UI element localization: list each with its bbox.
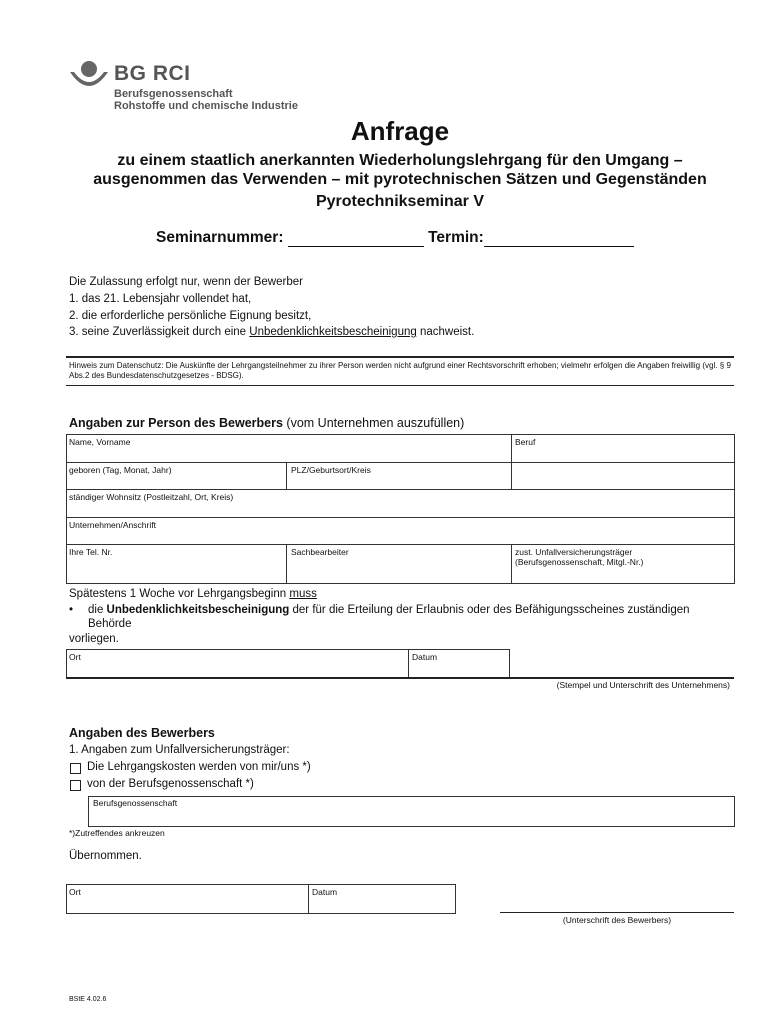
applicant-signature-caption: (Unterschrift des Bewerbers): [562, 915, 672, 925]
deadline-bullet-marker: •: [69, 604, 74, 616]
deadline-line: [69, 588, 317, 600]
page-title: Anfrage: [350, 116, 450, 146]
company-datum-field[interactable]: Datum: [412, 652, 438, 662]
uvt-field-label-1[interactable]: zust. Unfallversicherungsträger: [515, 547, 633, 557]
subtitle-line2: ausgenommen das Verwenden – mit pyrotechnischen Sätzen und Gegenständen: [93, 171, 707, 188]
admission-item-2: 2. die erforderliche persönliche Eignung besitzt,: [69, 310, 312, 322]
person-row-divider-3: [66, 517, 735, 518]
deadline-pre: Spätestens 1 Woche vor Lehrgangsbeginn: [69, 588, 290, 600]
applicant-section-heading: Angaben des Bewerbers: [69, 726, 215, 740]
deadline-bullet: [88, 604, 733, 616]
admission-item-1: 1. das 21. Lebensjahr vollendet hat,: [69, 293, 252, 305]
admission-item-3-pre: 3. seine Zuverlässigkeit durch eine: [69, 326, 250, 338]
costs-bg-checkbox[interactable]: [70, 780, 81, 791]
seminar-number-label: Seminarnummer:: [156, 229, 284, 246]
name-field[interactable]: Name, Vorname: [69, 437, 131, 447]
privacy-note: Hinweis zum Datenschutz: Die Auskünfte der Lehrgangsteilnehmer zu ihrer Person werden nicht aufgrund einer Rechtsvorschrift erhoben; vielmehr erfolgen die Angaben freiwillig (vgl. § 9 Abs.2 des Bundesdatenschutzgesetzes - BDSG).: [69, 361, 731, 380]
termin-label: Termin:: [428, 229, 484, 246]
deadline-bullet-post: der für die Erteilung der Erlaubnis oder des Befähigungsscheines zuständigen: [289, 604, 690, 616]
logo-name: BG RCI: [114, 62, 191, 85]
footnote: *)Zutreffendes ankreuzen: [69, 828, 165, 838]
plz-field[interactable]: PLZ/Geburtsort/Kreis: [291, 465, 371, 475]
person-col-divider-beruf: [511, 434, 512, 490]
company-ort-datum-divider: [408, 649, 409, 677]
person-row-divider-4: [66, 544, 735, 545]
person-row-divider-1: [66, 462, 735, 463]
privacy-bottom-rule: [66, 385, 734, 386]
person-heading-bold: Angaben zur Person des Bewerbers: [69, 416, 283, 430]
person-row-divider-2: [66, 489, 735, 490]
seminar-number-field[interactable]: [288, 232, 424, 247]
applicant-datum-field[interactable]: Datum: [312, 887, 338, 897]
person-section-heading: [69, 416, 464, 430]
deadline-bullet-line2: Behörde: [88, 618, 132, 630]
deadline-must: muss: [289, 588, 317, 600]
company-sign-line: [66, 677, 734, 679]
tel-field[interactable]: Ihre Tel. Nr.: [69, 547, 113, 557]
geboren-field[interactable]: geboren (Tag, Monat, Jahr): [69, 465, 172, 475]
sachbearbeiter-field[interactable]: Sachbearbeiter: [291, 547, 349, 557]
person-col-divider-plz: [286, 462, 287, 490]
applicant-item-1: 1. Angaben zum Unfallversicherungsträger:: [69, 744, 290, 756]
applicant-ort-datum-box: [66, 884, 456, 914]
seminar-row: [156, 229, 634, 247]
termin-field[interactable]: [484, 232, 634, 247]
costs-self-label: Die Lehrgangskosten werden von mir/uns *): [87, 761, 311, 773]
beruf-field[interactable]: Beruf: [515, 437, 536, 447]
person-col-divider-sach: [286, 544, 287, 584]
costs-self-checkbox[interactable]: [70, 763, 81, 774]
person-col-divider-uvt: [511, 544, 512, 584]
company-ort-datum-box: [66, 649, 510, 677]
company-sign-caption: (Stempel und Unterschrift des Unternehmens): [556, 680, 730, 690]
applicant-ort-field[interactable]: Ort: [69, 887, 81, 897]
bg-field-box: [88, 796, 735, 827]
wohnsitz-field[interactable]: ständiger Wohnsitz (Postleitzahl, Ort, Kreis): [69, 492, 234, 502]
form-code: BStE 4.02.6: [69, 996, 107, 1003]
uvt-field-label-2: (Berufsgenossenschaft, Mitgl.-Nr.): [515, 557, 644, 567]
admission-item-3-post: nachweist.: [416, 326, 475, 338]
admission-item-3-link: Unbedenklichkeitsbescheinigung: [249, 326, 417, 338]
unternehmen-field[interactable]: Unternehmen/Anschrift: [69, 520, 156, 530]
subtitle-line1: zu einem staatlich anerkannten Wiederholungslehrgang für den Umgang –: [117, 152, 683, 169]
costs-bg-label: von der Berufsgenossenschaft *): [87, 778, 254, 790]
applicant-ort-datum-divider: [308, 884, 309, 914]
admission-intro: Die Zulassung erfolgt nur, wenn der Bewerber: [69, 276, 303, 288]
bg-field[interactable]: Berufsgenossenschaft: [93, 798, 178, 808]
logo-line2: Rohstoffe und chemische Industrie: [114, 100, 298, 112]
deadline-bullet-pre: die: [88, 604, 107, 616]
uebernommen-text: Übernommen.: [69, 850, 142, 862]
person-heading-rest: (vom Unternehmen auszufüllen): [282, 416, 465, 430]
applicant-signature-line: [500, 912, 734, 913]
subtitle-line3: Pyrotechnikseminar V: [315, 193, 485, 210]
admission-item-3: [69, 326, 474, 338]
company-ort-field[interactable]: Ort: [69, 652, 81, 662]
logo-line1: Berufsgenossenschaft: [114, 88, 233, 100]
privacy-top-rule: [66, 356, 734, 358]
bg-rci-logo-icon: [68, 60, 110, 92]
deadline-vorliegen: vorliegen.: [69, 633, 119, 645]
deadline-bullet-bold: Unbedenklichkeitsbescheinigung: [106, 604, 290, 616]
